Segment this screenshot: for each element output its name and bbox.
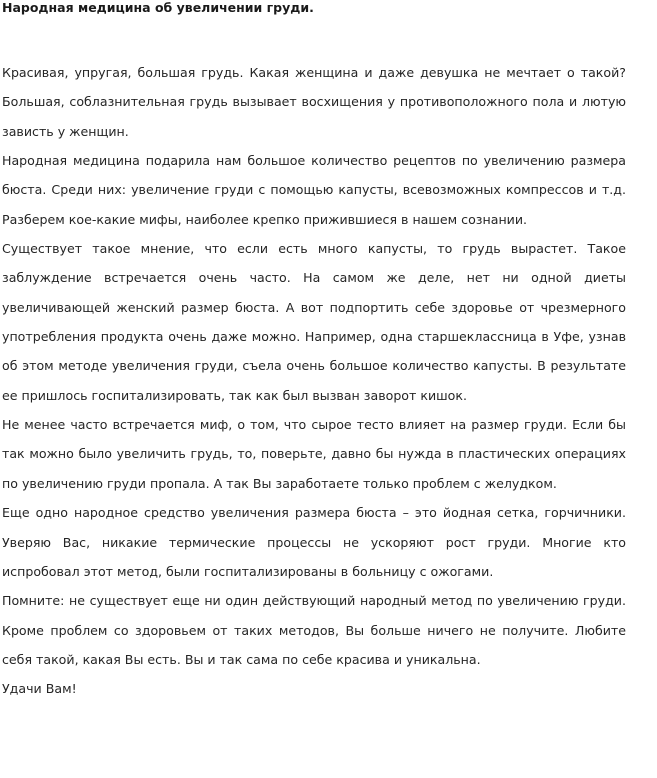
document-title: Народная медицина об увеличении груди. bbox=[2, 0, 314, 15]
document-body bbox=[2, 58, 626, 704]
paragraph-recipes: Народная медицина подарила нам большое количество рецептов по увеличению размера бюста. Среди них: увеличение груди с помощью капусты, всевозможных компрессов и т.д. Разберем кое-какие мифы, наиболее крепко прижившиеся в нашем сознании. bbox=[2, 153, 626, 227]
paragraph-dough-myth: Не менее часто встречается миф, о том, что сырое тесто влияет на размер груди. Если бы так можно было увеличить грудь, то, поверьте, давно бы нужда в пластических операциях по увеличению груди пропала. А так Вы заработаете только проблем с желудком. bbox=[2, 417, 626, 491]
paragraph-farewell: Удачи Вам! bbox=[2, 681, 77, 697]
paragraph-cabbage-myth: Существует такое мнение, что если есть много капусты, то грудь вырастет. Такое заблуждение встречается очень часто. На самом же деле, нет ни одной диеты увеличивающей женский размер бюста. А вот подпортить себе здоровье от чрезмерного употребления продукта очень даже можно. Например, одна старшеклассница в Уфе, узнав об этом методе увеличения груди, съела очень большое количество капусты. В результате ее пришлось госпитализировать, так как был вызван заворот кишок. bbox=[2, 241, 626, 403]
paragraph-iodine-myth: Еще одно народное средство увеличения размера бюста – это йодная сетка, горчичники. Уверяю Вас, никакие термические процессы не ускоряют рост груди. Многие кто испробовал этот метод, были госпитализированы в больницу с ожогами. bbox=[2, 505, 626, 579]
paragraph-intro: Красивая, упругая, большая грудь. Какая женщина и даже девушка не мечтает о такой? Большая, соблазнительная грудь вызывает восхищения у противоположного пола и лютую зависть у женщин. bbox=[2, 65, 626, 139]
paragraph-conclusion: Помните: не существует еще ни один действующий народный метод по увеличению груди. Кроме проблем со здоровьем от таких методов, Вы больше ничего не получите. Любите себя такой, какая Вы есть. Вы и так сама по себе красива и уникальна. bbox=[2, 593, 626, 667]
document bbox=[2, 0, 626, 704]
